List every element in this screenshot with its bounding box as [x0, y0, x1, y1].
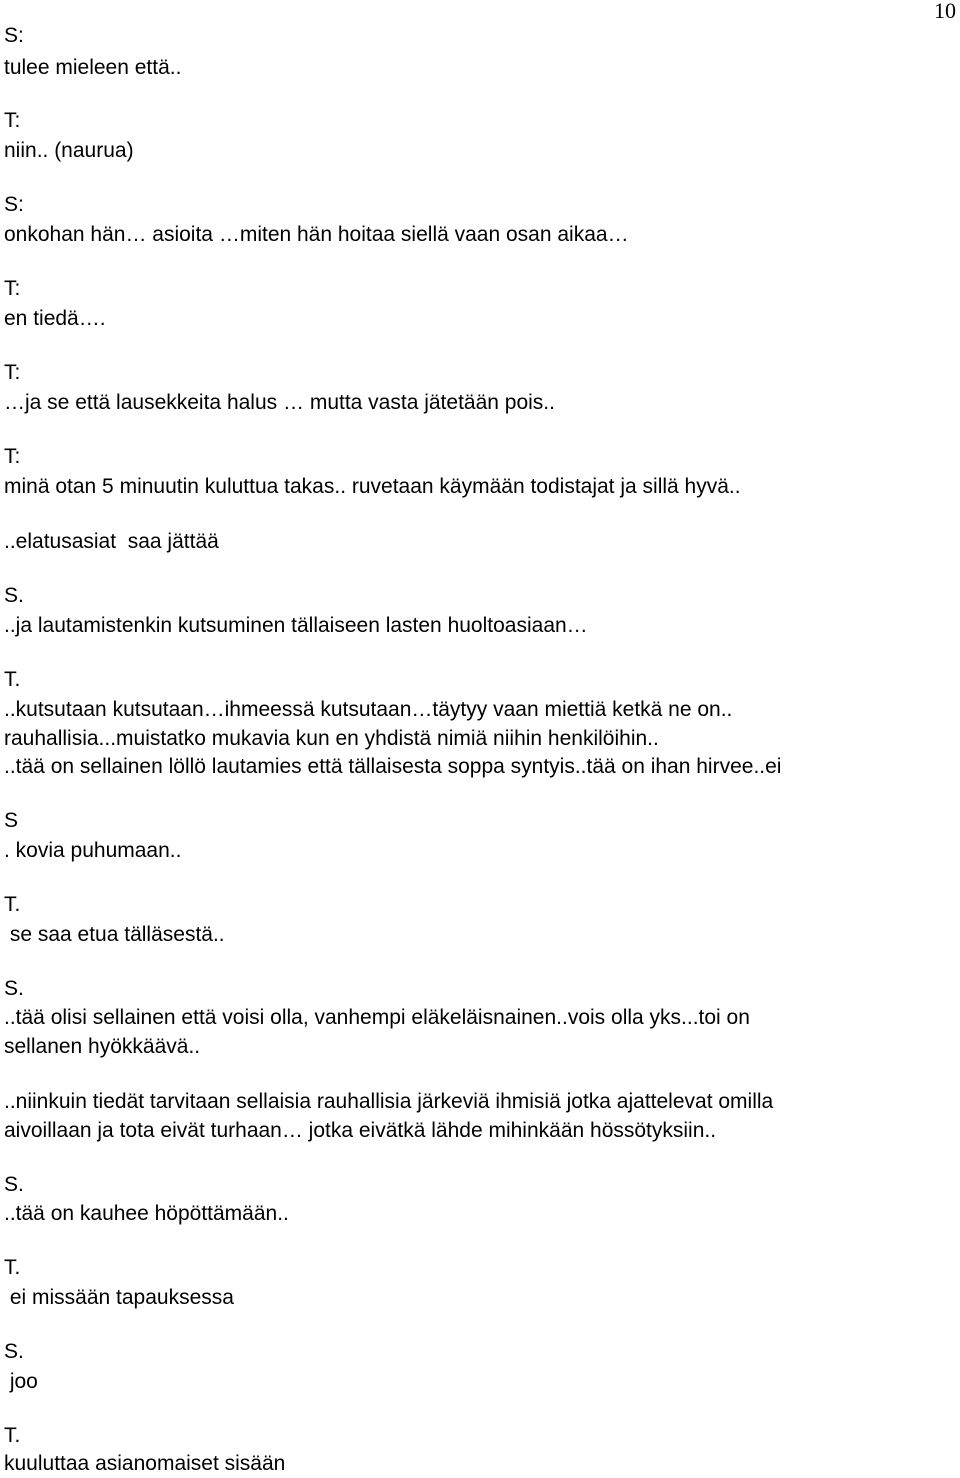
transcript-line: sellanen hyökkäävä..	[4, 1035, 201, 1058]
transcript-line: onkohan hän… asioita …miten hän hoitaa siellä vaan osan aikaa…	[4, 223, 629, 246]
transcript-line: T:	[4, 277, 21, 300]
transcript-line: ei missään tapauksessa	[4, 1286, 234, 1309]
transcript-line: minä otan 5 minuutin kuluttua takas.. ruvetaan käymään todistajat ja sillä hyvä..	[4, 475, 741, 498]
transcript-line: aivoillaan ja tota eivät turhaan… jotka eivätkä lähde mihinkään hössötyksiin..	[4, 1119, 717, 1142]
transcript-line: ..elatusasiat saa jättää	[4, 530, 219, 553]
transcript-line: S.	[4, 584, 24, 607]
transcript-line: T.	[4, 1424, 21, 1447]
transcript-line: ..tää on kauhee höpöttämään..	[4, 1202, 289, 1225]
transcript-line: T:	[4, 445, 21, 468]
transcript-line: kuuluttaa asianomaiset sisään	[4, 1452, 286, 1475]
transcript-line: T:	[4, 361, 21, 384]
transcript-line: se saa etua tälläsestä..	[4, 923, 225, 946]
transcript-line: S:	[4, 193, 24, 216]
transcript-line: S.	[4, 1173, 24, 1196]
page-number: 10	[934, 0, 956, 23]
transcript-line: S.	[4, 977, 24, 1000]
transcript-line: …ja se että lausekkeita halus … mutta vasta jätetään pois..	[4, 391, 555, 414]
transcript-line: ..ja lautamistenkin kutsuminen tällaiseen lasten huoltoasiaan…	[4, 614, 588, 637]
transcript-line: ..kutsutaan kutsutaan…ihmeessä kutsutaan…täytyy vaan miettiä ketkä ne on..	[4, 698, 733, 721]
transcript-line: rauhallisia...muistatko mukavia kun en yhdistä nimiä niihin henkilöihin..	[4, 727, 659, 750]
transcript-line: ..tää on sellainen löllö lautamies että tällaisesta soppa syntyis..tää on ihan hirvee..ei	[4, 755, 782, 778]
transcript-line: T.	[4, 893, 21, 916]
transcript-line: S	[4, 809, 19, 832]
transcript-line: . kovia puhumaan..	[4, 839, 182, 862]
transcript-line: joo	[4, 1370, 38, 1393]
transcript-line: ..tää olisi sellainen että voisi olla, vanhempi eläkeläisnainen..vois olla yks...toi on	[4, 1006, 750, 1029]
transcript-line: ..niinkuin tiedät tarvitaan sellaisia rauhallisia järkeviä ihmisiä jotka ajattelevat omilla	[4, 1090, 774, 1113]
transcript-line: T:	[4, 109, 21, 132]
transcript-line: S.	[4, 1340, 24, 1363]
transcript-line: T.	[4, 1256, 21, 1279]
transcript-line: T.	[4, 668, 21, 691]
transcript-line: en tiedä….	[4, 307, 106, 330]
transcript-line: tulee mieleen että..	[4, 56, 182, 79]
transcript-line: niin.. (naurua)	[4, 139, 134, 162]
transcript-line: S:	[4, 24, 24, 47]
